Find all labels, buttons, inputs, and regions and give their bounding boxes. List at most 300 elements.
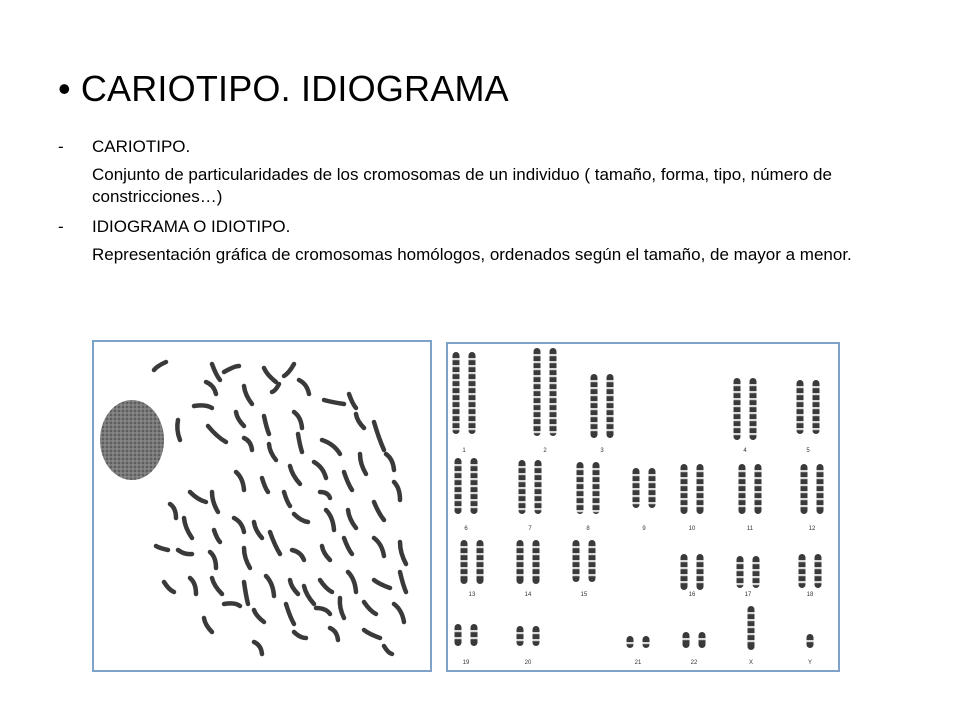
chromosome-band	[469, 365, 476, 367]
chromosome-band	[593, 468, 600, 470]
chromosome-band	[813, 428, 820, 430]
chromosome-band	[455, 630, 462, 632]
chromosome-band	[607, 408, 614, 410]
chromosome-band	[550, 403, 557, 405]
metaphase-chromosome	[286, 604, 294, 624]
item-heading: CARIOTIPO.	[92, 137, 191, 156]
item-cariotipo	[58, 136, 918, 158]
chromosome-band	[471, 637, 478, 639]
chromosome-band	[534, 403, 541, 405]
metaphase-chromosome	[356, 414, 364, 428]
chromosome-band	[471, 464, 478, 466]
chromosome	[734, 378, 741, 440]
chromosome-band	[535, 494, 542, 496]
chromosome-band	[748, 612, 755, 614]
metaphase-chromosome	[284, 492, 290, 506]
chromosome-band	[589, 560, 596, 562]
chromosome-band	[535, 473, 542, 475]
chromosome-number-label: 21	[634, 660, 642, 666]
chromosome-band	[455, 492, 462, 494]
chromosome-number-label: 14	[524, 592, 532, 598]
chromosome-band	[471, 478, 478, 480]
chromosome-band	[739, 470, 746, 472]
metaphase-chromosome	[184, 518, 192, 538]
chromosome-band	[750, 398, 757, 400]
chromosome-band	[517, 553, 524, 555]
chromosome-band	[817, 470, 824, 472]
metaphase-chromosome	[264, 368, 276, 382]
chromosome-band	[801, 470, 808, 472]
chromosome-band	[591, 429, 598, 431]
metaphase-chromosome	[234, 518, 244, 532]
metaphase-chromosome	[212, 578, 222, 594]
item-description: Conjunto de particularidades de los cromosomas de un individuo ( tamaño, forma, tipo, número de constricciones…)	[92, 165, 832, 206]
chromosome-band	[681, 484, 688, 486]
chromosome-number-label: 3	[600, 448, 604, 454]
chromosome-band	[593, 489, 600, 491]
chromosome-band	[681, 477, 688, 479]
metaphase-chromosome	[364, 630, 380, 638]
interphase-nucleus	[100, 400, 164, 480]
chromosome-number-label: 2	[543, 448, 547, 454]
metaphase-chromosome	[394, 604, 404, 622]
chromosome-band	[517, 574, 524, 576]
chromosome-band	[607, 394, 614, 396]
metaphase-chromosome	[264, 416, 269, 434]
chromosome-band	[681, 560, 688, 562]
item-idiograma	[58, 216, 918, 238]
chromosome-band	[517, 567, 524, 569]
chromosome-band	[739, 505, 746, 507]
chromosome-band	[649, 481, 656, 483]
chromosome-band	[533, 567, 540, 569]
chromosome-band	[455, 499, 462, 501]
chromosome-band	[534, 389, 541, 391]
chromosome-band	[697, 581, 704, 583]
chromosome-band	[453, 407, 460, 409]
metaphase-chromosome	[294, 632, 306, 638]
chromosome	[455, 624, 462, 646]
metaphase-chromosome	[330, 628, 338, 640]
chromosome-band	[801, 498, 808, 500]
chromosome-band	[534, 375, 541, 377]
chromosome-band	[817, 505, 824, 507]
chromosome-band	[477, 546, 484, 548]
chromosome-band	[455, 478, 462, 480]
metaphase-chromosome	[374, 502, 384, 520]
metaphase-chromosome	[178, 550, 192, 554]
chromosome-band	[477, 567, 484, 569]
chromosome-band	[697, 477, 704, 479]
chromosome-band	[755, 470, 762, 472]
chromosome-band	[750, 426, 757, 428]
metaphase-chromosomes	[154, 362, 406, 654]
chromosome-band	[577, 468, 584, 470]
chromosome-band	[550, 410, 557, 412]
chromosome-band	[534, 354, 541, 356]
chromosome-number-label: 17	[744, 592, 752, 598]
chromosome-band	[455, 506, 462, 508]
chromosome-number-label: 7	[528, 526, 532, 532]
chromosome-band	[797, 386, 804, 388]
chromosome-band	[681, 574, 688, 576]
chromosome-band	[797, 393, 804, 395]
chromosome-band	[799, 567, 806, 569]
chromosome-band	[519, 501, 526, 503]
chromosome-band	[815, 581, 822, 583]
metaphase-chromosome	[314, 462, 326, 478]
metaphase-chromosome	[386, 454, 394, 470]
chromosome-band	[550, 354, 557, 356]
metaphase-chromosome	[154, 362, 166, 370]
chromosome-band	[535, 487, 542, 489]
chromosome-band	[607, 429, 614, 431]
chromosome-band	[681, 567, 688, 569]
chromosome-number-label: 1	[462, 448, 466, 454]
chromosome-band	[469, 428, 476, 430]
chromosome-band	[737, 583, 744, 585]
chromosome-band	[681, 470, 688, 472]
chromosome-band	[591, 387, 598, 389]
slide-body	[58, 136, 918, 274]
chromosome-band	[550, 389, 557, 391]
title-text: CARIOTIPO. IDIOGRAMA	[80, 68, 509, 109]
chromosome-band	[535, 501, 542, 503]
chromosome-band	[797, 407, 804, 409]
metaphase-chromosome	[374, 538, 384, 556]
metaphase-chromosome	[400, 572, 406, 592]
metaphase-chromosome	[204, 618, 212, 632]
chromosome-band	[469, 407, 476, 409]
chromosome-band	[591, 415, 598, 417]
item-heading: IDIOGRAMA O IDIOTIPO.	[92, 217, 291, 236]
metaphase-chromosome	[244, 582, 248, 604]
chromosome-band	[799, 581, 806, 583]
chromosome-number-label: 22	[690, 660, 698, 666]
chromosome-band	[550, 382, 557, 384]
chromosome-band	[533, 560, 540, 562]
chromosome-band	[533, 632, 540, 634]
chromosome-band	[737, 576, 744, 578]
chromosome-band	[734, 419, 741, 421]
chromosome-band	[589, 574, 596, 576]
chromosome-band	[734, 391, 741, 393]
metaphase-chromosome	[224, 603, 240, 606]
chromosome-band	[453, 421, 460, 423]
metaphase-chromosome	[290, 580, 298, 594]
chromosome-band	[577, 489, 584, 491]
metaphase-chromosome	[294, 514, 308, 522]
chromosome-band	[550, 417, 557, 419]
chromosome-band	[573, 553, 580, 555]
chromosome-band	[455, 464, 462, 466]
chromosome-band	[753, 583, 760, 585]
chromosome-band	[739, 498, 746, 500]
chromosome-band	[535, 480, 542, 482]
chromosome-band	[801, 505, 808, 507]
chromosome-band	[471, 506, 478, 508]
metaphase-chromosome	[374, 580, 390, 588]
metaphase-chromosome	[299, 380, 309, 394]
metaphase-chromosome	[244, 438, 252, 450]
chromosome-band	[697, 470, 704, 472]
chromosome-band	[813, 421, 820, 423]
metaphase-chromosome	[272, 384, 279, 392]
chromosome-band	[591, 401, 598, 403]
chromosome-pairs	[453, 348, 824, 666]
chromosome-band	[593, 482, 600, 484]
chromosome-band	[797, 400, 804, 402]
chromosome-band	[817, 477, 824, 479]
chromosome-band	[453, 379, 460, 381]
chromosome-band	[748, 633, 755, 635]
chromosome-band	[534, 431, 541, 433]
chromosome-band	[633, 502, 640, 504]
chromosome-number-label: 15	[580, 592, 588, 598]
metaphase-chromosome	[269, 444, 276, 460]
chromosome-band	[469, 379, 476, 381]
chromosome-band	[517, 560, 524, 562]
chromosome-band	[633, 474, 640, 476]
chromosome	[517, 626, 524, 646]
chromosome-band	[697, 484, 704, 486]
chromosome-band	[807, 640, 814, 642]
metaphase-chromosome	[320, 492, 330, 498]
chromosome-band	[649, 474, 656, 476]
chromosome-band	[607, 422, 614, 424]
chromosome-band	[750, 433, 757, 435]
metaphase-chromosome	[348, 572, 356, 592]
metaphase-chromosome	[384, 646, 392, 654]
chromosome-band	[517, 639, 524, 641]
chromosome-band	[533, 553, 540, 555]
chromosome-band	[455, 471, 462, 473]
metaphase-chromosome	[208, 426, 226, 442]
chromosome-band	[755, 505, 762, 507]
chromosome-number-label: 9	[642, 526, 646, 532]
chromosome-band	[591, 408, 598, 410]
chromosome-band	[519, 466, 526, 468]
chromosome-band	[519, 487, 526, 489]
chromosome-band	[469, 358, 476, 360]
chromosome-band	[453, 393, 460, 395]
metaphase-chromosome	[322, 440, 340, 454]
chromosome-band	[471, 485, 478, 487]
chromosome-band	[469, 421, 476, 423]
chromosome-band	[535, 508, 542, 510]
chromosome-band	[455, 485, 462, 487]
chromosome-band	[607, 387, 614, 389]
metaphase-chromosome	[304, 586, 314, 604]
chromosome-band	[750, 412, 757, 414]
chromosome-band	[817, 484, 824, 486]
chromosome-band	[699, 638, 706, 640]
metaphase-chromosome	[254, 642, 262, 654]
chromosome-band	[755, 491, 762, 493]
chromosome-band	[633, 488, 640, 490]
chromosome-band	[550, 431, 557, 433]
chromosome	[681, 554, 688, 590]
chromosome-band	[593, 496, 600, 498]
metaphase-chromosome	[294, 412, 302, 428]
chromosome-band	[593, 475, 600, 477]
chromosome-number-label: 18	[806, 592, 814, 598]
chromosome-band	[533, 639, 540, 641]
chromosome-band	[453, 365, 460, 367]
chromosome-band	[453, 386, 460, 388]
chromosome-number-label: X	[748, 660, 754, 666]
metaphase-chromosome	[262, 478, 268, 492]
chromosome-band	[577, 482, 584, 484]
chromosome	[697, 554, 704, 590]
chromosome-band	[813, 400, 820, 402]
chromosome-band	[535, 466, 542, 468]
chromosome-band	[469, 414, 476, 416]
chromosome-band	[643, 642, 650, 644]
chromosome-band	[750, 419, 757, 421]
chromosome-band	[817, 498, 824, 500]
chromosome-band	[799, 574, 806, 576]
metaphase-chromosome	[400, 542, 406, 564]
metaphase-chromosome	[170, 504, 176, 518]
chromosome-band	[461, 560, 468, 562]
metaphase-chromosome	[164, 582, 174, 592]
chromosome-band	[577, 475, 584, 477]
chromosome-band	[593, 510, 600, 512]
metaphase-chromosome	[236, 412, 244, 426]
metaphase-chromosome	[348, 510, 356, 528]
metaphase-chromosome	[190, 578, 196, 594]
chromosome-band	[453, 414, 460, 416]
chromosome	[591, 374, 598, 438]
chromosome-band	[607, 415, 614, 417]
chromosome-band	[577, 510, 584, 512]
chromosome-band	[697, 574, 704, 576]
chromosome-band	[737, 569, 744, 571]
metaphase-chromosome	[374, 422, 384, 450]
chromosome-number-label: 8	[586, 526, 590, 532]
chromosome-band	[748, 619, 755, 621]
metaphase-chromosome	[344, 538, 352, 554]
chromosome-band	[534, 368, 541, 370]
metaphase-chromosome	[212, 492, 218, 512]
chromosome-band	[739, 477, 746, 479]
chromosome-band	[649, 502, 656, 504]
chromosome-band	[697, 567, 704, 569]
chromosome-band	[534, 424, 541, 426]
chromosome-band	[681, 505, 688, 507]
chromosome-band	[519, 480, 526, 482]
chromosome-band	[533, 574, 540, 576]
karyotype-drawing	[448, 344, 838, 670]
chromosome-band	[815, 567, 822, 569]
chromosome-band	[469, 386, 476, 388]
chromosome-number-label: 16	[688, 592, 696, 598]
chromosome-band	[801, 477, 808, 479]
chromosome-band	[461, 546, 468, 548]
chromosome-band	[534, 417, 541, 419]
chromosome-band	[471, 492, 478, 494]
chromosome-number-label: 6	[464, 526, 468, 532]
metaphase-chromosome	[270, 532, 280, 554]
chromosome-band	[461, 553, 468, 555]
chromosome-band	[797, 421, 804, 423]
chromosome	[607, 374, 614, 438]
chromosome-band	[589, 546, 596, 548]
metaphase-spread-drawing	[94, 342, 430, 670]
chromosome-band	[573, 560, 580, 562]
chromosome-band	[815, 560, 822, 562]
chromosome-band	[627, 642, 634, 644]
chromosome-band	[471, 471, 478, 473]
chromosome-band	[461, 574, 468, 576]
chromosome-number-label: 13	[468, 592, 476, 598]
metaphase-chromosome	[206, 382, 216, 394]
chromosome-band	[591, 422, 598, 424]
chromosome	[471, 624, 478, 646]
metaphase-chromosome	[236, 472, 244, 490]
chromosome-band	[755, 484, 762, 486]
chromosome-band	[633, 495, 640, 497]
chromosome-band	[577, 496, 584, 498]
chromosome-band	[550, 424, 557, 426]
metaphase-chromosome	[360, 454, 366, 474]
metaphase-chromosome	[190, 492, 206, 502]
chromosome-band	[734, 398, 741, 400]
chromosome-band	[519, 473, 526, 475]
chromosome-band	[734, 426, 741, 428]
metaphase-chromosome	[177, 420, 180, 440]
item-dash: -	[58, 137, 64, 156]
metaphase-chromosome	[324, 400, 344, 404]
chromosome-band	[739, 491, 746, 493]
chromosome-band	[681, 581, 688, 583]
chromosome	[750, 378, 757, 440]
chromosome-band	[734, 384, 741, 386]
chromosome-band	[533, 546, 540, 548]
chromosome-band	[607, 401, 614, 403]
metaphase-chromosome	[284, 364, 294, 376]
metaphase-chromosome	[290, 466, 300, 484]
metaphase-chromosome	[292, 550, 304, 560]
chromosome-number-label: 20	[524, 660, 532, 666]
chromosome-band	[461, 567, 468, 569]
chromosome-band	[591, 394, 598, 396]
chromosome-band	[573, 567, 580, 569]
chromosome-band	[683, 638, 690, 640]
chromosome-band	[697, 560, 704, 562]
chromosome-band	[697, 491, 704, 493]
metaphase-chromosome	[194, 405, 212, 408]
metaphase-chromosome	[254, 522, 262, 538]
chromosome-number-label: Y	[807, 660, 813, 666]
chromosome-band	[813, 386, 820, 388]
slide-title	[58, 68, 509, 110]
chromosome-band	[815, 574, 822, 576]
chromosome-band	[453, 400, 460, 402]
chromosome-band	[550, 361, 557, 363]
chromosome-band	[750, 391, 757, 393]
chromosome-band	[734, 405, 741, 407]
chromosome-band	[797, 414, 804, 416]
metaphase-chromosome	[344, 472, 352, 490]
chromosome-band	[534, 361, 541, 363]
chromosome-number-label: 5	[806, 448, 810, 454]
chromosome-band	[477, 560, 484, 562]
chromosome-band	[517, 546, 524, 548]
chromosome-band	[589, 553, 596, 555]
chromosome-band	[519, 508, 526, 510]
